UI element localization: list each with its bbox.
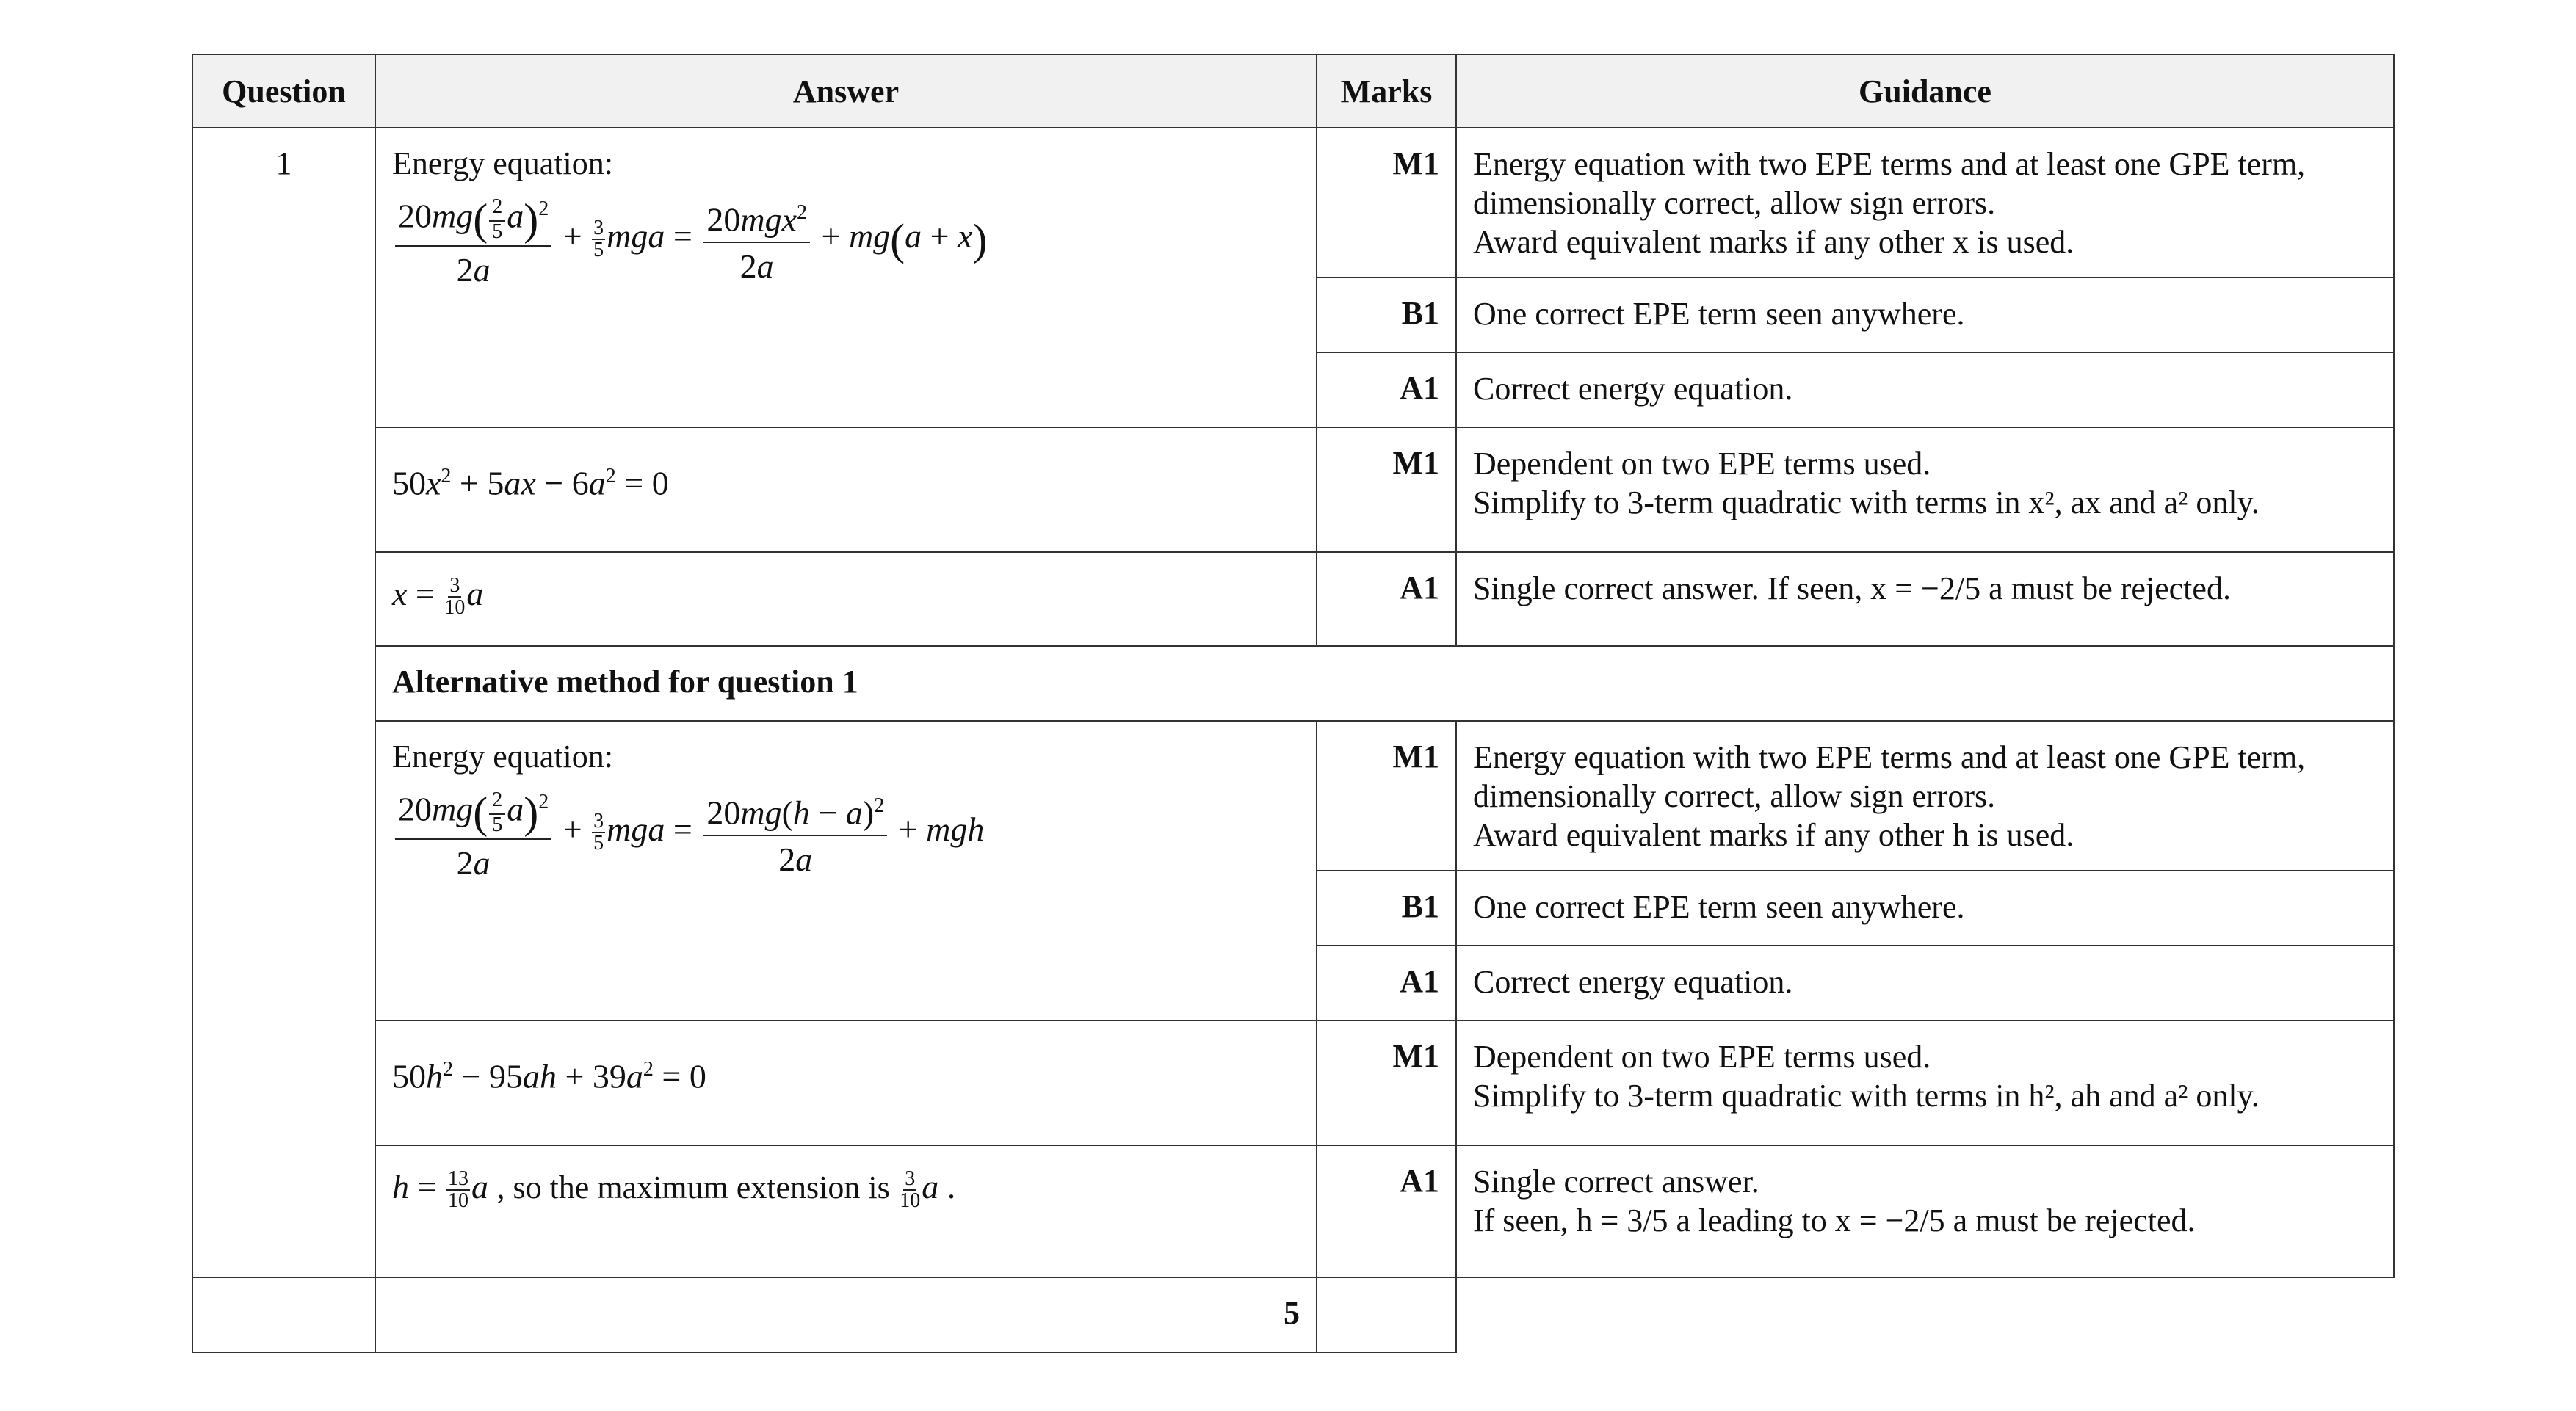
empty-cell (192, 1277, 375, 1352)
empty-cell (1317, 1277, 1456, 1352)
guidance-line: If seen, h = 3/5 a leading to x = −2/5 a must be rejected. (1473, 1203, 2196, 1238)
guidance-cell (1456, 721, 2394, 871)
guidance-line: Single correct answer. If seen, x = −2/5 a must be rejected. (1456, 552, 2394, 646)
mark: M1 (1317, 427, 1456, 552)
answer-title: Energy equation: (392, 145, 613, 181)
guidance-line: Simplify to 3-term quadratic with terms in h², ah and a² only. (1473, 1078, 2260, 1114)
guidance-line: Dependent on two EPE terms used. (1473, 446, 1931, 482)
table-row (192, 646, 2394, 721)
header-marks: Marks (1317, 54, 1456, 128)
guidance-line: Energy equation with two EPE terms and at least one GPE term, (1473, 739, 2306, 775)
mark: A1 (1317, 552, 1456, 646)
guidance-cell (1456, 1020, 2394, 1145)
answer-text: , so the maximum extension is (496, 1169, 890, 1205)
mark: M1 (1317, 128, 1456, 278)
answer-cell (375, 128, 1317, 427)
mark: M1 (1317, 721, 1456, 871)
mark-scheme-table (192, 54, 2395, 1353)
mark: M1 (1317, 1020, 1456, 1145)
guidance-line: Award equivalent marks if any other h is used. (1473, 817, 2074, 853)
header-answer: Answer (375, 54, 1317, 128)
guidance-cell (1456, 1145, 2394, 1277)
answer-cell (375, 1020, 1317, 1145)
table-row (192, 1145, 2394, 1277)
guidance-cell (1456, 427, 2394, 552)
guidance-cell (1456, 128, 2394, 278)
table-row (192, 721, 2394, 871)
energy-equation: 20mg( $\frac{2}{5}$ a)$^2$ 2a + $\frac{3}{5}$ mga = $\frac{20mg(h - a)^2}{2a}$ + mgh (392, 783, 1316, 882)
answer-cell (375, 427, 1317, 552)
total-row (192, 1277, 2394, 1352)
quadratic-equation: $50x^2 + 5ax - 6a^2 = 0$ (392, 464, 669, 502)
answer-title: Energy equation: (392, 739, 613, 775)
guidance-line: dimensionally correct, allow sign errors. (1473, 778, 1996, 814)
guidance-line: Dependent on two EPE terms used. (1473, 1039, 1931, 1075)
table-row (192, 552, 2394, 646)
solution-h: h = $\frac{13}{10}$ a , so the maximum extension is $\frac{3}{10}$ a . (392, 1167, 956, 1213)
mark: B1 (1317, 278, 1456, 352)
mark: B1 (1317, 871, 1456, 946)
alternative-heading: Alternative method for question 1 (375, 646, 2394, 721)
guidance-line: Correct energy equation. (1456, 352, 2394, 427)
header-guidance: Guidance (1456, 54, 2394, 128)
answer-cell (375, 721, 1317, 1020)
answer-cell (375, 1145, 1317, 1277)
guidance-line: Award equivalent marks if any other x is used. (1473, 224, 2074, 260)
guidance-line: dimensionally correct, allow sign errors. (1473, 185, 1996, 221)
energy-equation: 20mg( $\frac{2}{5}$ a)$^2$ 2a + $\frac{3}{5}$ mga = $\frac{20mgx^2}{2a}$ + mg(a + x) (392, 190, 1316, 289)
guidance-line: Simplify to 3-term quadratic with terms in x², ax and a² only. (1473, 485, 2260, 520)
header-row (192, 54, 2394, 128)
guidance-line: Energy equation with two EPE terms and at least one GPE term, (1473, 146, 2306, 182)
mark: A1 (1317, 1145, 1456, 1277)
guidance-line: Single correct answer. (1473, 1164, 1759, 1200)
guidance-line: One correct EPE term seen anywhere. (1456, 278, 2394, 352)
guidance-line: One correct EPE term seen anywhere. (1456, 871, 2394, 946)
mark: A1 (1317, 946, 1456, 1020)
table-row (192, 128, 2394, 278)
solution-x: x = $\frac{3}{10}$ a (392, 574, 484, 620)
table-row (192, 427, 2394, 552)
answer-cell (375, 552, 1317, 646)
table-row (192, 1020, 2394, 1145)
question-number: 1 (192, 128, 375, 1277)
total-marks: 5 (375, 1277, 1317, 1352)
guidance-line: Correct energy equation. (1456, 946, 2394, 1020)
mark: A1 (1317, 352, 1456, 427)
quadratic-equation: $50h^2 - 95ah + 39a^2 = 0$ (392, 1057, 706, 1095)
header-question: Question (192, 54, 375, 128)
